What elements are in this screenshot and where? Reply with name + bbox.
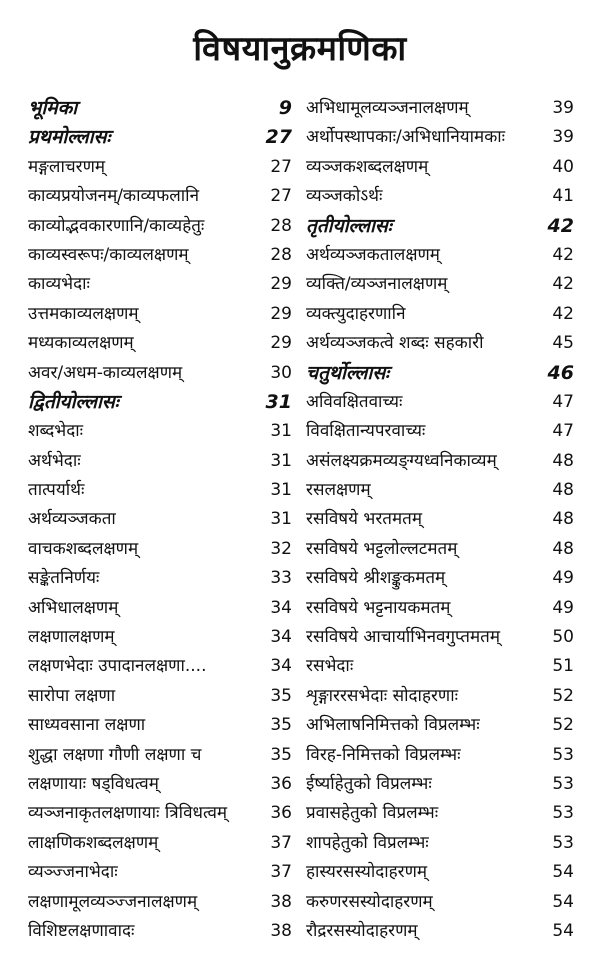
toc-entry [306,741,574,770]
toc-entry [306,858,574,887]
toc-entry-title: रसभेदाः [306,656,354,677]
toc-entry-title: रसविषये भरतमतम् [306,509,423,530]
toc-entry [306,594,574,623]
toc-entry-title: अर्थोपस्थापकाः/अभिधानियामकाः [306,127,506,148]
toc-entry [28,682,292,711]
toc-entry [28,564,292,593]
toc-entry-title: व्यञ्ज्जनाभेदाः [28,862,118,883]
toc-entry [306,417,574,446]
toc-entry-title: हास्यरसस्योदाहरणम् [306,862,428,883]
toc-entry-title: व्यक्त्युदाहरणानि [306,303,406,324]
toc-entry-title: काव्यप्रयोजनम्/काव्यफलानि [28,186,200,207]
toc-page-number: 31 [270,509,292,530]
toc-entry [306,270,574,299]
toc-entry [28,300,292,329]
toc-entry-title: अभिधालक्षणम् [28,597,119,618]
toc-entry-title: काव्योद्भवकारणानि/काव्यहेतुः [28,215,205,236]
toc-entry-title: लाक्षणिकशब्दलक्षणम् [28,832,159,853]
toc-entry-title: रसविषये भट्टनायकमतम् [306,597,451,618]
toc-entry-title: लक्षणालक्षणम् [28,627,115,648]
toc-entry-title: मङ्गलाचरणम् [28,156,106,177]
toc-entry-title: लक्षणायाः षड्विधत्वम् [28,773,159,794]
toc-entry [28,888,292,917]
toc-page-number: 33 [270,568,292,589]
toc-entry [28,417,292,446]
toc-entry [306,300,574,329]
toc-entry-title: शृङ्गाररसभेदाः सोदाहरणाः [306,685,459,706]
toc-page-number: 38 [270,891,292,912]
toc-entry-title: चतुर्थोल्लासः [306,361,390,384]
toc-entry-title: विशिष्टलक्षणावादः [28,920,135,941]
toc-entry [306,917,574,946]
toc-page-number: 27 [265,126,292,149]
toc-entry [28,917,292,946]
toc-entry-title: वाचकशब्दलक्षणम् [28,538,139,559]
toc-entry-title: विवक्षितान्यपरवाच्यः [306,421,426,442]
toc-entry [28,711,292,740]
page-title: विषयानुक्रमणिका [193,29,407,69]
toc-entry-title: सङ्केतनिर्णयः [28,568,100,589]
toc-entry-title: सारोपा लक्षणा [28,685,116,706]
toc-section-heading [28,388,292,417]
toc-entry-title: काव्यभेदाः [28,274,90,295]
toc-page-number: 34 [270,597,292,618]
toc-entry [28,182,292,211]
toc-page-number: 34 [270,627,292,648]
toc-section-heading [28,94,292,123]
toc-page-number: 54 [552,891,574,912]
toc-page-number: 35 [270,744,292,765]
toc-page-number: 52 [552,685,574,706]
toc-entry-title: मध्यकाव्यलक्षणम् [28,333,134,354]
toc-page-number: 40 [552,156,574,177]
toc-page-number: 48 [552,509,574,530]
toc-entry-title: रसविषये श्रीशङ्कुकमतम् [306,568,446,589]
toc-entry [306,447,574,476]
toc-page-number: 53 [552,803,574,824]
toc-entry-title: व्यक्ति/व्यञ्जनालक्षणम् [306,274,448,295]
toc-entry [306,94,574,123]
toc-entry [306,829,574,858]
toc-page-number: 35 [270,715,292,736]
toc-entry-title: शुद्धा लक्षणा गौणी लक्षणा च [28,744,202,765]
toc-page-number: 28 [270,244,292,265]
toc-entry-title: तात्पर्यार्थः [28,480,85,501]
toc-entry [306,476,574,505]
toc-page-number: 48 [552,538,574,559]
toc-page-number: 48 [552,450,574,471]
toc-entry-title: असंलक्ष्यक्रमव्यङ्ग्यध्वनिकाव्यम् [306,450,497,471]
toc-left-column [28,94,292,946]
toc-entry [306,564,574,593]
toc-page-number: 39 [552,98,574,118]
toc-entry-title: विरह-निमित्तको विप्रलम्भः [306,744,461,765]
toc-entry-title: भूमिका [28,97,78,119]
toc-entry [28,652,292,681]
toc-page-number: 27 [270,156,292,177]
toc-page-number: 42 [552,274,574,295]
toc-section-heading [28,123,292,152]
toc-page-number: 31 [265,390,292,413]
toc-section-heading [306,359,574,388]
toc-page-number: 50 [552,627,574,648]
toc-entry [28,535,292,564]
toc-entry [306,652,574,681]
toc-entry [306,505,574,534]
toc-entry [306,888,574,917]
toc-page-number: 41 [552,186,574,207]
toc-page-number: 29 [270,274,292,295]
toc-entry [306,799,574,828]
toc-page-number: 29 [270,333,292,354]
toc-page-number: 49 [552,568,574,589]
toc-entry-title: लक्षणभेदाः उपादानलक्षणा.... [28,656,207,677]
toc-entry [306,623,574,652]
toc-page-number: 42 [552,244,574,265]
toc-page-number: 31 [270,450,292,471]
toc-entry [28,212,292,241]
toc-entry [28,858,292,887]
toc-entry [306,241,574,270]
toc-entry-title: करुणरसस्योदाहरणम् [306,891,433,912]
toc-entry [306,123,574,152]
toc-entry [28,447,292,476]
toc-page-number: 32 [270,538,292,559]
toc-page-number: 49 [552,597,574,618]
toc-right-column [306,94,574,946]
toc-entry-title: तृतीयोल्लासः [306,214,392,237]
toc-page-number: 9 [278,97,292,119]
toc-page-number: 28 [270,215,292,236]
toc-entry-title: व्यञ्जकशब्दलक्षणम् [306,156,429,177]
toc-page-number: 47 [552,421,574,442]
toc-entry [306,770,574,799]
toc-entry [28,153,292,182]
toc-section-heading [306,212,574,241]
toc-entry-title: साध्यवसाना लक्षणा [28,715,146,736]
toc-entry [28,359,292,388]
toc-page-number: 39 [552,127,574,148]
toc-page-number: 31 [270,480,292,501]
toc-page-number: 37 [270,832,292,853]
toc-page-number: 31 [270,421,292,442]
toc-entry [28,270,292,299]
toc-page-number: 36 [270,773,292,794]
toc-page-number: 42 [547,214,574,237]
toc-entry-title: अर्थव्यञ्जकतालक्षणम् [306,244,440,265]
toc-entry [28,476,292,505]
toc-entry-title: शब्दभेदाः [28,421,84,442]
toc-entry-title: व्यञ्जनाकृतलक्षणायाः त्रिविधत्वम् [28,803,228,824]
toc-page-number: 54 [552,862,574,883]
toc-entry [306,682,574,711]
toc-entry [28,329,292,358]
toc-page-number: 53 [552,744,574,765]
toc-entry [28,829,292,858]
toc-page-number: 48 [552,480,574,501]
toc-page-number: 30 [270,362,292,383]
toc-page-number: 42 [552,303,574,324]
toc-entry [306,535,574,564]
toc-page-number: 38 [270,920,292,941]
toc-page-number: 29 [270,303,292,324]
toc-entry-title: उत्तमकाव्यलक्षणम् [28,303,139,324]
toc-entry-title: रौद्ररसस्योदाहरणम् [306,920,418,941]
toc-entry-title: शापहेतुको विप्रलम्भः [306,832,429,853]
toc-page-number: 51 [552,656,574,677]
toc-entry [28,241,292,270]
toc-page-number: 54 [552,920,574,941]
toc-entry [306,153,574,182]
toc-entry-title: ईर्ष्याहेतुको विप्रलम्भः [306,773,432,794]
toc-entry [28,741,292,770]
toc-entry-title: अविवक्षितवाच्यः [306,391,403,412]
toc-entry-title: द्वितीयोल्लासः [28,390,119,413]
toc-entry [28,770,292,799]
toc-entry [306,182,574,211]
toc-entry [306,329,574,358]
toc-entry-title: लक्षणामूलव्यञ्ज्जनालक्षणम् [28,891,198,912]
toc-page-number: 35 [270,685,292,706]
toc-entry-title: अभिधामूलव्यञ्जनालक्षणम् [306,98,469,118]
toc-entry [306,388,574,417]
toc-page-number: 52 [552,715,574,736]
toc-entry [28,505,292,534]
toc-entry-title: काव्यस्वरूपः/काव्यलक्षणम् [28,244,189,265]
toc-entry-title: अर्थभेदाः [28,450,81,471]
toc-entry [28,594,292,623]
toc-page-number: 47 [552,391,574,412]
toc-entry-title: प्रवासहेतुको विप्रलम्भः [306,803,439,824]
toc-entry-title: रसविषये आचार्याभिनवगुप्तमतम् [306,627,500,648]
toc-page-number: 53 [552,773,574,794]
toc-page-number: 36 [270,803,292,824]
toc-entry-title: व्यञ्जकोऽर्थः [306,186,383,207]
toc-page-number: 27 [270,186,292,207]
toc-entry [306,711,574,740]
toc-page-number: 46 [547,361,574,384]
toc-entry [28,623,292,652]
toc-entry-title: प्रथमोल्लासः [28,126,111,149]
toc-page-number: 45 [552,333,574,354]
toc-page-number: 37 [270,862,292,883]
toc-entry-title: अवर/अधम-काव्यलक्षणम् [28,362,183,383]
toc-page-number: 53 [552,832,574,853]
toc-entry-title: रसविषये भट्टलोल्लटमतम् [306,538,458,559]
toc-page-number: 34 [270,656,292,677]
toc-entry-title: अर्थव्यञ्जकत्वे शब्दः सहकारी [306,333,484,354]
toc-entry-title: रसलक्षणम् [306,480,371,501]
toc-entry-title: अर्थव्यञ्जकता [28,509,116,530]
toc-entry [28,799,292,828]
toc-entry-title: अभिलाषनिमित्तको विप्रलम्भः [306,715,480,736]
